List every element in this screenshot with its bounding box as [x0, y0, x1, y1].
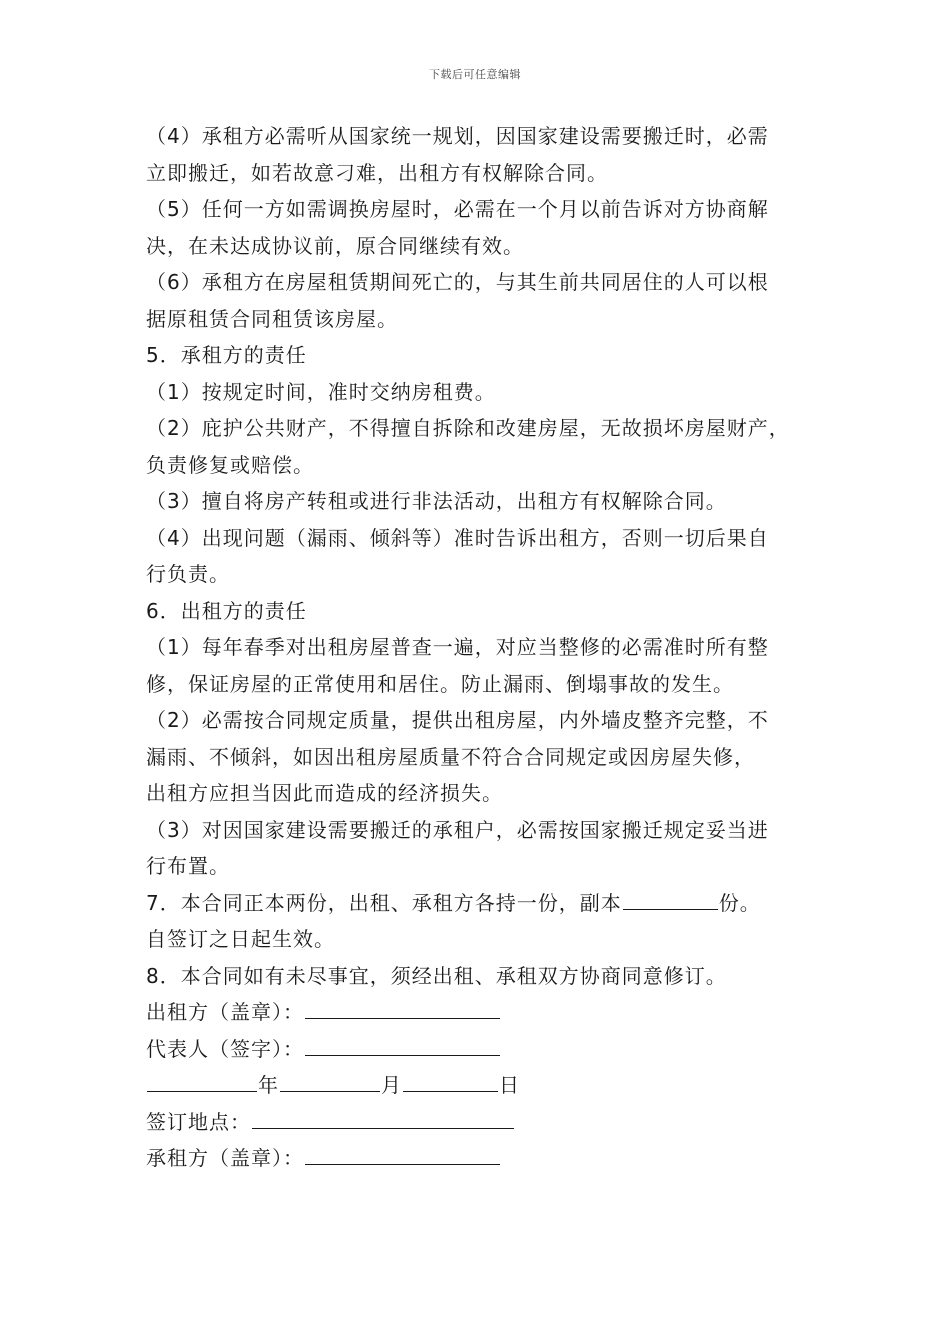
section-heading: 5．承租方的责任 [146, 343, 307, 367]
copies-blank[interactable] [623, 887, 718, 910]
text-line: 行负责。 [146, 562, 230, 586]
lessor-signature-row [146, 994, 826, 1031]
place-row [146, 1104, 826, 1141]
page-header: 下载后可任意编辑 [429, 68, 521, 81]
day-label: 日 [499, 1073, 520, 1097]
lessee-signature-row [146, 1140, 826, 1177]
text-line: 行布置。 [146, 854, 230, 878]
place-blank[interactable] [252, 1106, 514, 1129]
text-line: （5）任何一方如需调换房屋时，必需在一个月以前告诉对方协商解 [146, 197, 769, 221]
lessor-blank[interactable] [305, 996, 500, 1019]
text-line: （2）必需按合同规定质量，提供出租房屋，内外墙皮整齐完整，不 [146, 708, 769, 732]
month-label: 月 [381, 1073, 402, 1097]
text-line: （6）承租方在房屋租赁期间死亡的，与其生前共同居住的人可以根 [146, 270, 769, 294]
document-body [146, 118, 826, 1177]
year-blank[interactable] [147, 1069, 257, 1092]
clause-8: 8．本合同如有未尽事宜，须经出租、承租双方协商同意修订。 [146, 963, 727, 988]
clause-7-text: 7．本合同正本两份，出租、承租方各持一份，副本 [146, 890, 622, 915]
text-line: 立即搬迁，如若故意刁难，出租方有权解除合同。 [146, 160, 608, 185]
representative-blank[interactable] [305, 1033, 500, 1056]
day-blank[interactable] [403, 1069, 498, 1092]
representative-label: 代表人（签字）： [146, 1036, 304, 1061]
text-line: 漏雨、不倾斜，如因出租房屋质量不符合合同规定或因房屋失修， [146, 744, 755, 769]
text-line: （3）擅自将房产转租或进行非法活动，出租方有权解除合同。 [146, 489, 727, 513]
text-line: （2）庇护公共财产，不得擅自拆除和改建房屋，无故损坏房屋财产， [146, 416, 790, 440]
text-line: （3）对因国家建设需要搬迁的承租户，必需按国家搬迁规定妥当进 [146, 817, 769, 842]
section-heading: 6．出租方的责任 [146, 598, 307, 623]
place-label: 签订地点： [146, 1109, 251, 1134]
text-line: （4）出现问题（漏雨、倾斜等）准时告诉出租方，否则一切后果自 [146, 525, 769, 550]
text-line: 据原租赁合同租赁该房屋。 [146, 306, 398, 331]
lessor-label: 出租方（盖章）： [146, 1000, 304, 1024]
text-line: 决，在未达成协议前，原合同继续有效。 [146, 233, 524, 258]
lessee-blank[interactable] [305, 1142, 500, 1165]
year-label: 年 [258, 1073, 279, 1097]
text-line: （1）每年春季对出租房屋普查一遍，对应当整修的必需准时所有整 [146, 635, 769, 659]
date-row [146, 1067, 826, 1104]
lessee-label: 承租方（盖章）： [146, 1146, 304, 1170]
text-line: （1）按规定时间，准时交纳房租费。 [146, 379, 496, 404]
clause-7-suffix: 份。 [718, 890, 761, 915]
representative-signature-row [146, 1031, 826, 1068]
text-line: 负责修复或赔偿。 [146, 452, 314, 477]
text-line: 出租方应担当因此而造成的经济损失。 [146, 781, 503, 805]
text-line: 自签订之日起生效。 [146, 927, 335, 951]
text-line: （4）承租方必需听从国家统一规划，因国家建设需要搬迁时，必需 [146, 124, 769, 148]
clause-7 [146, 885, 826, 922]
month-blank[interactable] [280, 1069, 380, 1092]
text-line: 修，保证房屋的正常使用和居住。防止漏雨、倒塌事故的发生。 [146, 671, 734, 696]
